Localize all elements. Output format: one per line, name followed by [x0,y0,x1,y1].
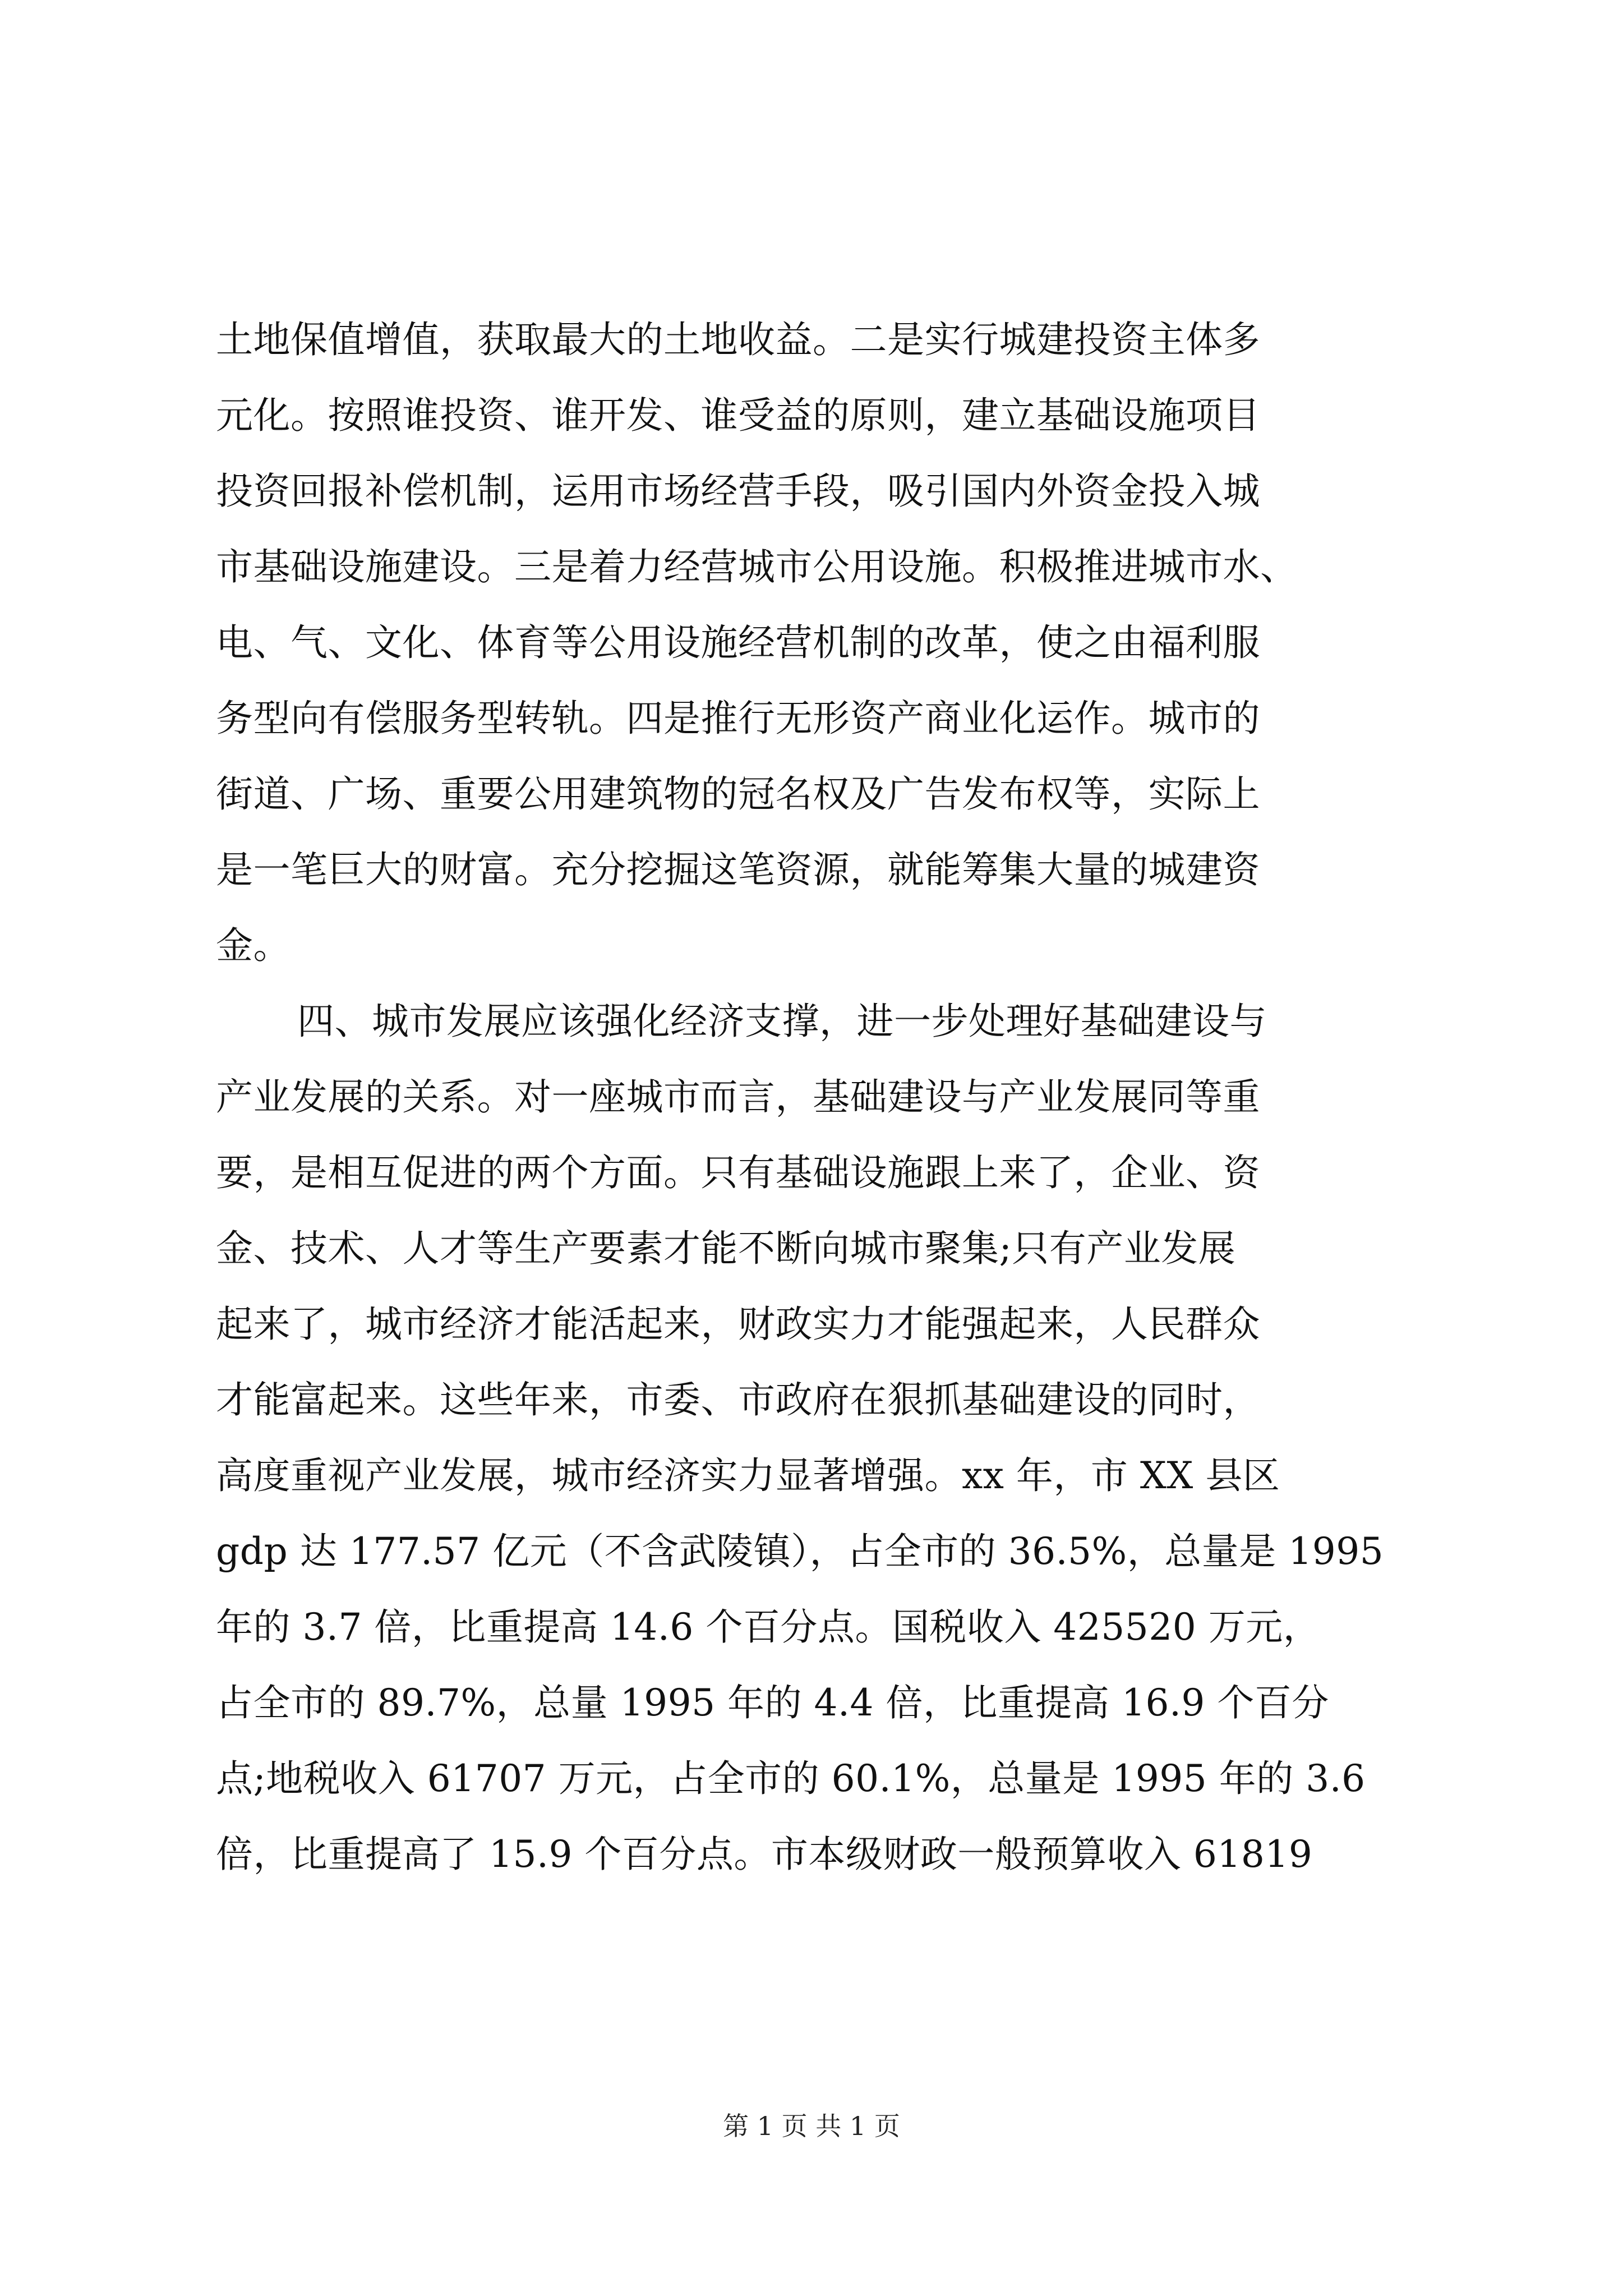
text-line: 是一笔巨大的财富。充分挖掘这笔资源，就能筹集大量的城建资 [216,848,1260,891]
text-line: 才能富起来。这些年来，市委、市政府在狠抓基础建设的同时， [216,1378,1260,1421]
text-line: 市基础设施建设。三是着力经营城市公用设施。积极推进城市水、 [216,545,1298,588]
text-line: 金、技术、人才等生产要素才能不断向城市聚集;只有产业发展 [216,1227,1236,1270]
text-line: 点;地税收入 61707 万元，占全市的 60.1%，总量是 1995 年的 3.6 [216,1757,1366,1800]
text-line: 起来了，城市经济才能活起来，财政实力才能强起来，人民群众 [216,1303,1260,1346]
text-line: 投资回报补偿机制，运用市场经营手段，吸引国内外资金投入城 [216,470,1260,513]
text-line: 要，是相互促进的两个方面。只有基础设施跟上来了，企业、资 [216,1151,1260,1194]
text-line: 街道、广场、重要公用建筑物的冠名权及广告发布权等，实际上 [216,772,1260,816]
text-line: 年的 3.7 倍，比重提高 14.6 个百分点。国税收入 425520 万元， [216,1605,1321,1649]
text-line: 产业发展的关系。对一座城市而言，基础建设与产业发展同等重 [216,1075,1260,1119]
paragraph-start-line: 四、城市发展应该强化经济支撑，进一步处理好基础建设与 [297,1000,1267,1043]
page-footer: 第 1 页 共 1 页 [723,2111,900,2141]
text-line: 元化。按照谁投资、谁开发、谁受益的原则，建立基础设施项目 [216,394,1260,437]
text-line: 金。 [216,924,291,967]
text-line: 高度重视产业发展，城市经济实力显著增强。xx 年，市 XX 县区 [216,1454,1280,1497]
text-line: 务型向有偿服务型转轨。四是推行无形资产商业化运作。城市的 [216,697,1260,740]
text-line: 占全市的 89.7%，总量 1995 年的 4.4 倍，比重提高 16.9 个百分 [216,1681,1329,1724]
text-line: gdp 达 177.57 亿元（不含武陵镇），占全市的 36.5%，总量是 1995 [216,1530,1384,1573]
document-body [216,302,1472,1892]
text-line: 倍，比重提高了 15.9 个百分点。市本级财政一般预算收入 61819 [216,1833,1313,1876]
text-line: 土地保值增值，获取最大的土地收益。二是实行城建投资主体多 [216,318,1260,361]
text-line: 电、气、文化、体育等公用设施经营机制的改革，使之由福利服 [216,621,1260,664]
